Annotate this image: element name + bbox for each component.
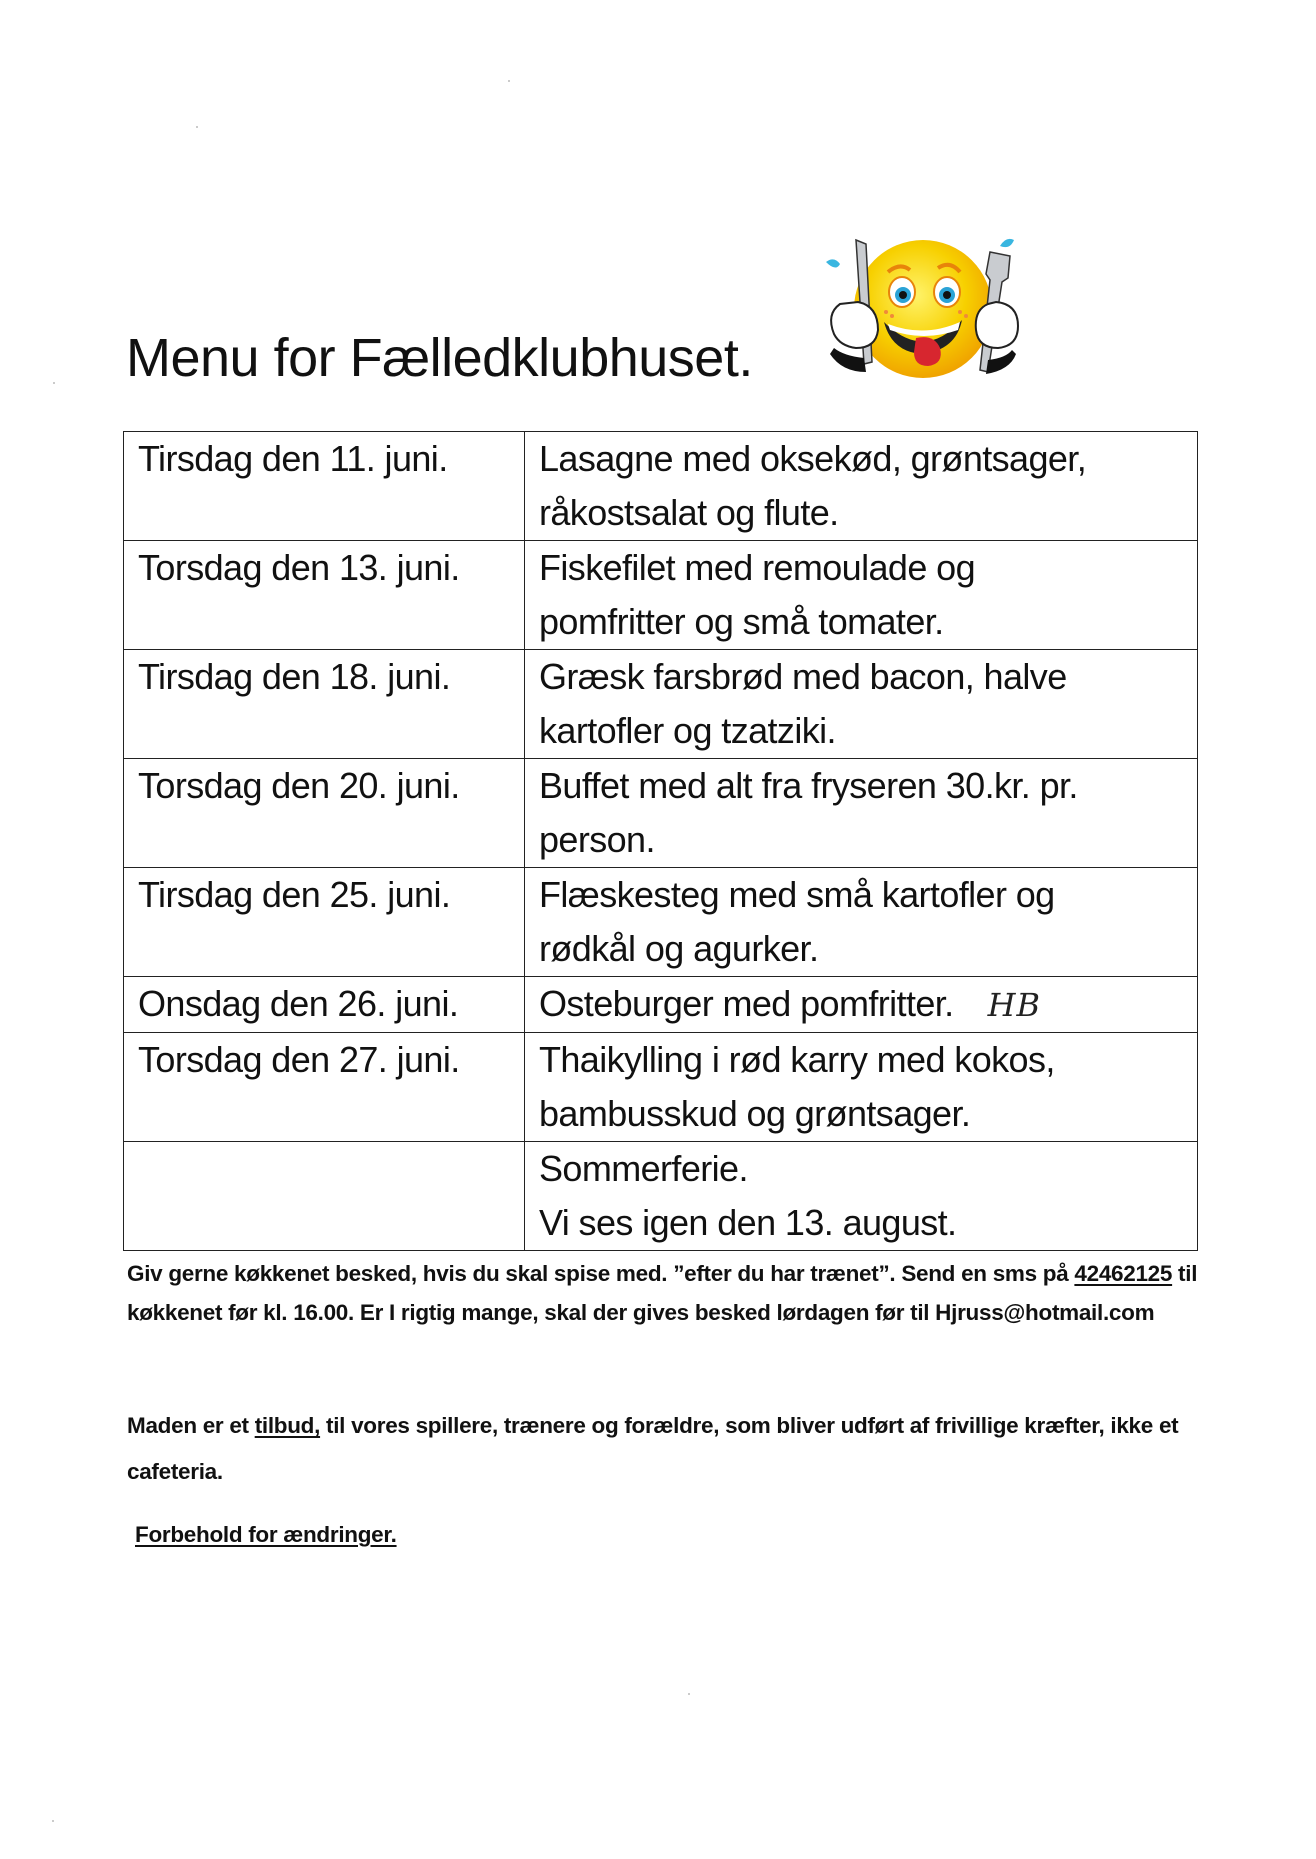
sweat-drop-icon <box>1000 239 1014 247</box>
menu-day: Tirsdag den 18. juni. <box>124 650 525 759</box>
menu-dish <box>525 977 1198 1033</box>
scan-speck <box>508 80 510 82</box>
menu-row <box>124 541 1198 650</box>
dish-line: Buffet med alt fra fryseren 30.kr. pr. <box>539 765 1078 806</box>
menu-dish <box>525 650 1198 759</box>
menu-row <box>124 1033 1198 1142</box>
menu-day: Torsdag den 13. juni. <box>124 541 525 650</box>
dish-line: Græsk farsbrød med bacon, halve <box>539 656 1067 697</box>
ordering-info <box>127 1254 1217 1332</box>
menu-day: Torsdag den 27. juni. <box>124 1033 525 1142</box>
menu-day: Tirsdag den 25. juni. <box>124 868 525 977</box>
dish-line: råkostsalat og flute. <box>539 492 839 533</box>
menu-dish <box>525 432 1198 541</box>
menu-row <box>124 977 1198 1033</box>
ordering-text-2: til køkkenet før kl. 16.00. Er I rigtig mange, skal der gives besked lørdagen før til Hjruss@hotmail.com <box>127 1261 1198 1325</box>
dish-line: kartofler og tzatziki. <box>539 710 836 751</box>
menu-day: Onsdag den 26. juni. <box>124 977 525 1033</box>
menu-dish <box>525 541 1198 650</box>
dish-line: rødkål og agurker. <box>539 928 819 969</box>
menu-dish <box>525 759 1198 868</box>
handwritten-initials: HB <box>987 986 1041 1024</box>
dish-text: Osteburger med pomfritter. <box>539 983 954 1024</box>
menu-row <box>124 1142 1198 1251</box>
menu-table <box>123 431 1198 1251</box>
menu-day <box>124 1142 525 1251</box>
offer-underlined: tilbud, <box>254 1413 321 1438</box>
dish-line: pomfritter og små tomater. <box>539 601 944 642</box>
sweat-drop-icon <box>826 259 840 267</box>
menu-day: Tirsdag den 11. juni. <box>124 432 525 541</box>
dish-line: Thaikylling i rød karry med kokos, <box>539 1039 1055 1080</box>
menu-row <box>124 868 1198 977</box>
menu-day: Torsdag den 20. juni. <box>124 759 525 868</box>
dish-line: person. <box>539 819 655 860</box>
ordering-text: Giv gerne køkkenet besked, hvis du skal spise med. ”efter du har trænet”. Send en sms på <box>127 1261 1075 1286</box>
dish-line: Flæskesteg med små kartofler og <box>539 874 1055 915</box>
dish-line: Vi ses igen den 13. august. <box>539 1202 957 1243</box>
menu-dish <box>525 1142 1198 1251</box>
scan-speck <box>196 126 198 128</box>
menu-row <box>124 432 1198 541</box>
scan-speck <box>53 382 55 384</box>
disclaimer: Forbehold for ændringer. <box>135 1522 397 1547</box>
dish-line: Fiskefilet med remoulade og <box>539 547 976 588</box>
menu-dish <box>525 868 1198 977</box>
offer-text: Maden er et <box>127 1413 255 1438</box>
menu-row <box>124 650 1198 759</box>
menu-row <box>124 759 1198 868</box>
offer-text-2: til vores spillere, trænere og forældre, som bliver udført af frivillige kræfter, ikke et cafeteria. <box>127 1413 1179 1484</box>
dish-line <box>539 977 1197 1032</box>
dish-line: bambusskud og grøntsager. <box>539 1093 971 1134</box>
scan-speck <box>52 1820 54 1822</box>
scan-speck <box>688 1693 690 1695</box>
offer-info <box>127 1403 1217 1495</box>
hungry-smiley-icon <box>804 232 1042 382</box>
dish-line: Lasagne med oksekød, grøntsager, <box>539 438 1087 479</box>
page-title: Menu for Fælledklubhuset. <box>126 328 753 388</box>
menu-dish <box>525 1033 1198 1142</box>
phone-number[interactable]: 42462125 <box>1074 1261 1173 1286</box>
dish-line: Sommerferie. <box>539 1148 748 1189</box>
